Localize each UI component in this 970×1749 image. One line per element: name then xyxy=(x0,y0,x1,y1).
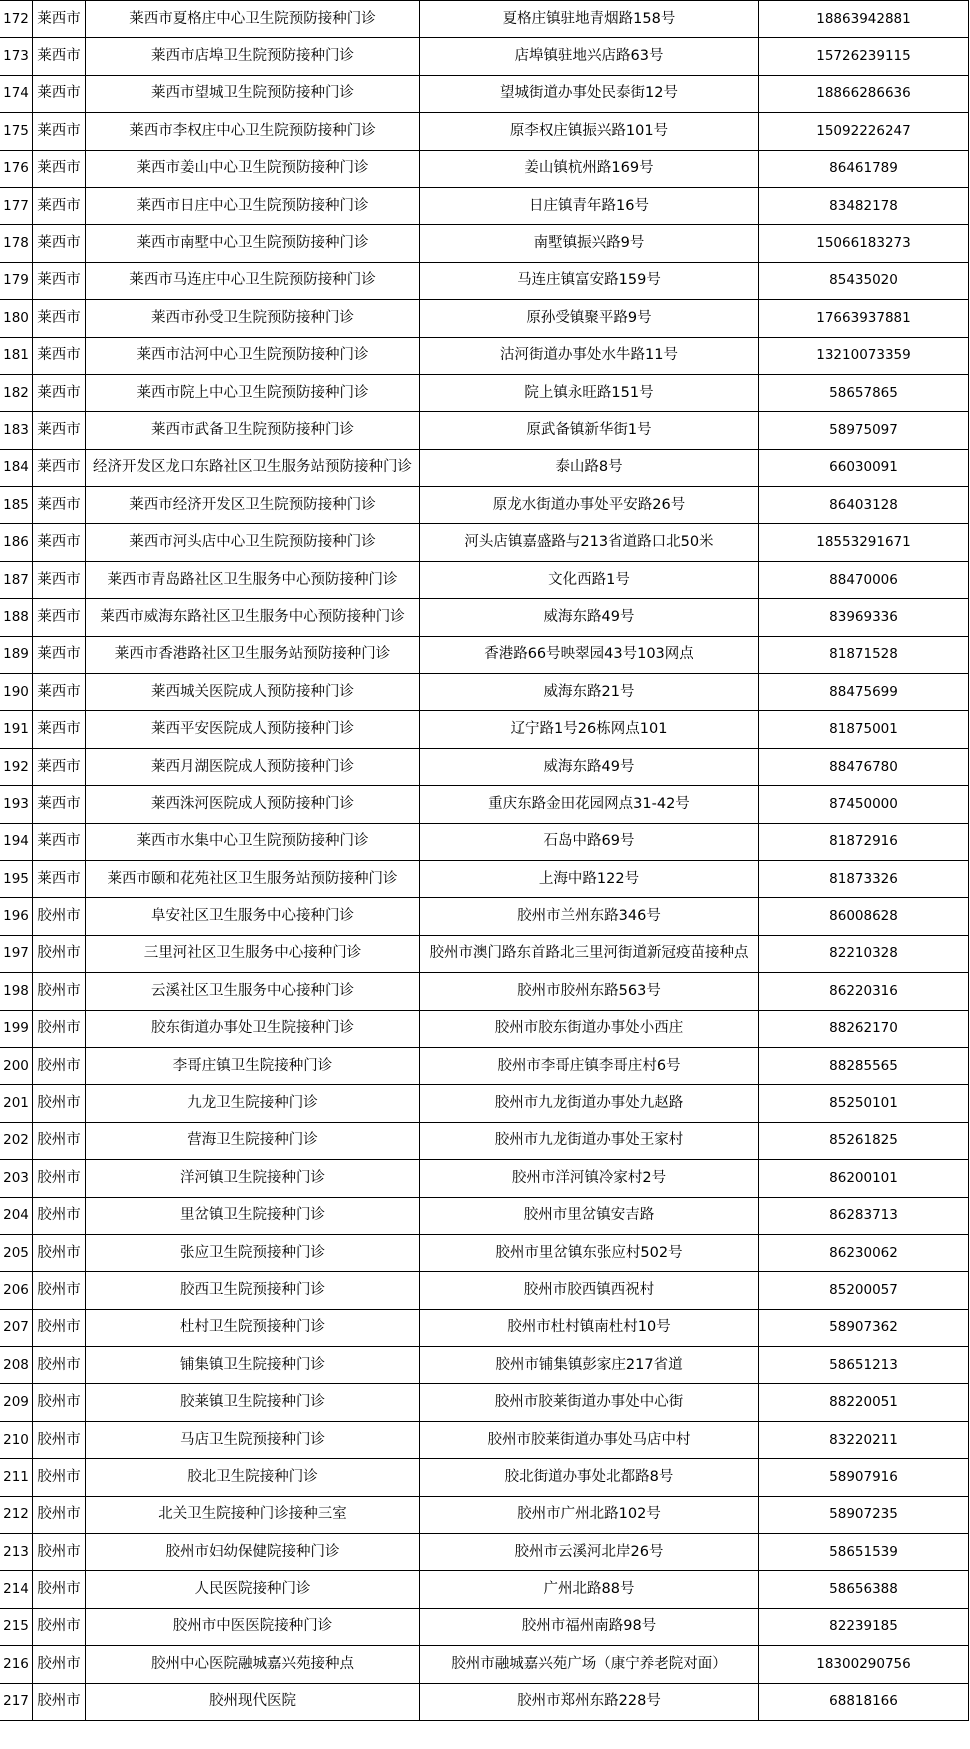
address-cell: 威海东路21号 xyxy=(420,674,759,711)
phone-cell: 85200057 xyxy=(759,1272,969,1309)
table-row xyxy=(0,524,969,561)
phone-cell: 17663937881 xyxy=(759,300,969,337)
city-cell: 莱西市 xyxy=(33,337,86,374)
clinic-name-cell: 人民医院接种门诊 xyxy=(86,1571,420,1608)
city-cell: 莱西市 xyxy=(33,262,86,299)
clinic-name-cell: 莱西市南墅中心卫生院预防接种门诊 xyxy=(86,225,420,262)
phone-cell: 15066183273 xyxy=(759,225,969,262)
address-cell: 广州北路88号 xyxy=(420,1571,759,1608)
city-cell: 莱西市 xyxy=(33,374,86,411)
city-cell: 胶州市 xyxy=(33,1010,86,1047)
row-number-cell: 173 xyxy=(0,38,33,75)
table-row xyxy=(0,150,969,187)
address-cell: 胶州市杜村镇南杜村10号 xyxy=(420,1309,759,1346)
address-cell: 胶州市胶西镇西祝村 xyxy=(420,1272,759,1309)
table-row xyxy=(0,187,969,224)
clinic-name-cell: 莱西市河头店中心卫生院预防接种门诊 xyxy=(86,524,420,561)
table-row xyxy=(0,113,969,150)
city-cell: 莱西市 xyxy=(33,487,86,524)
phone-cell: 58907235 xyxy=(759,1496,969,1533)
clinic-name-cell: 营海卫生院接种门诊 xyxy=(86,1122,420,1159)
clinic-name-cell: 胶北卫生院接种门诊 xyxy=(86,1459,420,1496)
address-cell: 胶州市九龙街道办事处王家村 xyxy=(420,1122,759,1159)
phone-cell: 81873326 xyxy=(759,860,969,897)
address-cell: 院上镇永旺路151号 xyxy=(420,374,759,411)
table-row xyxy=(0,1160,969,1197)
phone-cell: 15726239115 xyxy=(759,38,969,75)
table-row xyxy=(0,374,969,411)
address-cell: 原龙水街道办事处平安路26号 xyxy=(420,487,759,524)
city-cell: 胶州市 xyxy=(33,1496,86,1533)
row-number-cell: 181 xyxy=(0,337,33,374)
city-cell: 胶州市 xyxy=(33,1571,86,1608)
row-number-cell: 178 xyxy=(0,225,33,262)
row-number-cell: 211 xyxy=(0,1459,33,1496)
row-number-cell: 183 xyxy=(0,412,33,449)
city-cell: 莱西市 xyxy=(33,225,86,262)
row-number-cell: 188 xyxy=(0,599,33,636)
row-number-cell: 205 xyxy=(0,1234,33,1271)
table-row xyxy=(0,786,969,823)
phone-cell: 88220051 xyxy=(759,1384,969,1421)
clinic-name-cell: 莱西市沽河中心卫生院预防接种门诊 xyxy=(86,337,420,374)
table-row xyxy=(0,225,969,262)
row-number-cell: 212 xyxy=(0,1496,33,1533)
table-row xyxy=(0,75,969,112)
clinic-name-cell: 阜安社区卫生服务中心接种门诊 xyxy=(86,898,420,935)
clinic-name-cell: 莱西城关医院成人预防接种门诊 xyxy=(86,674,420,711)
table-row xyxy=(0,973,969,1010)
city-cell: 胶州市 xyxy=(33,1421,86,1458)
address-cell: 胶州市胶州东路563号 xyxy=(420,973,759,1010)
address-cell: 胶州市铺集镇彭家庄217省道 xyxy=(420,1347,759,1384)
clinic-name-cell: 莱西平安医院成人预防接种门诊 xyxy=(86,711,420,748)
row-number-cell: 172 xyxy=(0,1,33,38)
city-cell: 胶州市 xyxy=(33,1234,86,1271)
city-cell: 胶州市 xyxy=(33,1047,86,1084)
address-cell: 重庆东路金田花园网点31-42号 xyxy=(420,786,759,823)
row-number-cell: 185 xyxy=(0,487,33,524)
phone-cell: 86230062 xyxy=(759,1234,969,1271)
city-cell: 胶州市 xyxy=(33,1646,86,1683)
phone-cell: 66030091 xyxy=(759,449,969,486)
city-cell: 莱西市 xyxy=(33,187,86,224)
table-row xyxy=(0,823,969,860)
clinic-name-cell: 张应卫生院预接种门诊 xyxy=(86,1234,420,1271)
row-number-cell: 199 xyxy=(0,1010,33,1047)
city-cell: 莱西市 xyxy=(33,150,86,187)
table-row xyxy=(0,38,969,75)
phone-cell: 81872916 xyxy=(759,823,969,860)
clinic-name-cell: 莱西市望城卫生院预防接种门诊 xyxy=(86,75,420,112)
address-cell: 胶州市李哥庄镇李哥庄村6号 xyxy=(420,1047,759,1084)
clinic-name-cell: 莱西市店埠卫生院预防接种门诊 xyxy=(86,38,420,75)
clinic-name-cell: 北关卫生院接种门诊接种三室 xyxy=(86,1496,420,1533)
row-number-cell: 217 xyxy=(0,1683,33,1720)
address-cell: 胶州市兰州东路346号 xyxy=(420,898,759,935)
clinic-name-cell: 莱西市武备卫生院预防接种门诊 xyxy=(86,412,420,449)
phone-cell: 83969336 xyxy=(759,599,969,636)
address-cell: 店埠镇驻地兴店路63号 xyxy=(420,38,759,75)
phone-cell: 85250101 xyxy=(759,1085,969,1122)
city-cell: 莱西市 xyxy=(33,1,86,38)
clinic-name-cell: 经济开发区龙口东路社区卫生服务站预防接种门诊 xyxy=(86,449,420,486)
row-number-cell: 208 xyxy=(0,1347,33,1384)
address-cell: 上海中路122号 xyxy=(420,860,759,897)
city-cell: 胶州市 xyxy=(33,1459,86,1496)
clinic-name-cell: 李哥庄镇卫生院接种门诊 xyxy=(86,1047,420,1084)
phone-cell: 87450000 xyxy=(759,786,969,823)
phone-cell: 15092226247 xyxy=(759,113,969,150)
city-cell: 莱西市 xyxy=(33,75,86,112)
address-cell: 原孙受镇聚平路9号 xyxy=(420,300,759,337)
phone-cell: 81875001 xyxy=(759,711,969,748)
table-row xyxy=(0,1384,969,1421)
address-cell: 姜山镇杭州路169号 xyxy=(420,150,759,187)
clinic-name-cell: 莱西市院上中心卫生院预防接种门诊 xyxy=(86,374,420,411)
table-row xyxy=(0,1608,969,1645)
row-number-cell: 202 xyxy=(0,1122,33,1159)
phone-cell: 88285565 xyxy=(759,1047,969,1084)
clinic-name-cell: 莱西市孙受卫生院预防接种门诊 xyxy=(86,300,420,337)
row-number-cell: 203 xyxy=(0,1160,33,1197)
city-cell: 莱西市 xyxy=(33,412,86,449)
city-cell: 莱西市 xyxy=(33,823,86,860)
address-cell: 胶州市九龙街道办事处九赵路 xyxy=(420,1085,759,1122)
table-row xyxy=(0,1,969,38)
row-number-cell: 204 xyxy=(0,1197,33,1234)
table-row xyxy=(0,1683,969,1720)
address-cell: 南墅镇振兴路9号 xyxy=(420,225,759,262)
city-cell: 莱西市 xyxy=(33,748,86,785)
address-cell: 马连庄镇富安路159号 xyxy=(420,262,759,299)
phone-cell: 86283713 xyxy=(759,1197,969,1234)
table-row xyxy=(0,412,969,449)
city-cell: 胶州市 xyxy=(33,1534,86,1571)
row-number-cell: 180 xyxy=(0,300,33,337)
city-cell: 胶州市 xyxy=(33,935,86,972)
clinic-name-cell: 莱西洙河医院成人预防接种门诊 xyxy=(86,786,420,823)
table-row xyxy=(0,1459,969,1496)
row-number-cell: 189 xyxy=(0,636,33,673)
phone-cell: 82239185 xyxy=(759,1608,969,1645)
city-cell: 莱西市 xyxy=(33,449,86,486)
table-row xyxy=(0,1010,969,1047)
phone-cell: 58657865 xyxy=(759,374,969,411)
city-cell: 莱西市 xyxy=(33,38,86,75)
address-cell: 石岛中路69号 xyxy=(420,823,759,860)
row-number-cell: 209 xyxy=(0,1384,33,1421)
row-number-cell: 190 xyxy=(0,674,33,711)
table-row xyxy=(0,1122,969,1159)
phone-cell: 18866286636 xyxy=(759,75,969,112)
clinic-name-cell: 马店卫生院预接种门诊 xyxy=(86,1421,420,1458)
city-cell: 胶州市 xyxy=(33,1272,86,1309)
row-number-cell: 207 xyxy=(0,1309,33,1346)
city-cell: 胶州市 xyxy=(33,1122,86,1159)
table-row xyxy=(0,449,969,486)
clinic-name-cell: 洋河镇卫生院接种门诊 xyxy=(86,1160,420,1197)
address-cell: 胶州市广州北路102号 xyxy=(420,1496,759,1533)
phone-cell: 82210328 xyxy=(759,935,969,972)
table-row xyxy=(0,1309,969,1346)
table-row xyxy=(0,300,969,337)
clinic-name-cell: 莱西月湖医院成人预防接种门诊 xyxy=(86,748,420,785)
city-cell: 胶州市 xyxy=(33,1309,86,1346)
table-row xyxy=(0,636,969,673)
city-cell: 莱西市 xyxy=(33,524,86,561)
row-number-cell: 194 xyxy=(0,823,33,860)
city-cell: 莱西市 xyxy=(33,113,86,150)
address-cell: 原武备镇新华街1号 xyxy=(420,412,759,449)
clinic-name-cell: 莱西市夏格庄中心卫生院预防接种门诊 xyxy=(86,1,420,38)
clinic-name-cell: 莱西市水集中心卫生院预防接种门诊 xyxy=(86,823,420,860)
phone-cell: 18300290756 xyxy=(759,1646,969,1683)
address-cell: 胶州市洋河镇冷家村2号 xyxy=(420,1160,759,1197)
city-cell: 莱西市 xyxy=(33,599,86,636)
clinic-name-cell: 莱西市香港路社区卫生服务站预防接种门诊 xyxy=(86,636,420,673)
phone-cell: 13210073359 xyxy=(759,337,969,374)
address-cell: 胶州市里岔镇安吉路 xyxy=(420,1197,759,1234)
phone-cell: 18553291671 xyxy=(759,524,969,561)
address-cell: 原李权庄镇振兴路101号 xyxy=(420,113,759,150)
table-row xyxy=(0,1496,969,1533)
clinic-name-cell: 莱西市经济开发区卫生院预防接种门诊 xyxy=(86,487,420,524)
table-row xyxy=(0,1197,969,1234)
clinic-name-cell: 胶州市中医医院接种门诊 xyxy=(86,1608,420,1645)
address-cell: 胶州市胶莱街道办事处马店中村 xyxy=(420,1421,759,1458)
table-row xyxy=(0,337,969,374)
table-row xyxy=(0,674,969,711)
phone-cell: 85435020 xyxy=(759,262,969,299)
clinic-name-cell: 里岔镇卫生院接种门诊 xyxy=(86,1197,420,1234)
clinic-name-cell: 胶州现代医院 xyxy=(86,1683,420,1720)
phone-cell: 68818166 xyxy=(759,1683,969,1720)
row-number-cell: 176 xyxy=(0,150,33,187)
address-cell: 胶州市云溪河北岸26号 xyxy=(420,1534,759,1571)
city-cell: 莱西市 xyxy=(33,860,86,897)
city-cell: 胶州市 xyxy=(33,973,86,1010)
table-row xyxy=(0,898,969,935)
row-number-cell: 195 xyxy=(0,860,33,897)
table-row xyxy=(0,1047,969,1084)
clinic-name-cell: 杜村卫生院预接种门诊 xyxy=(86,1309,420,1346)
address-cell: 胶州市澳门路东首路北三里河街道新冠疫苗接种点 xyxy=(420,935,759,972)
address-cell: 胶州市胶莱街道办事处中心街 xyxy=(420,1384,759,1421)
address-cell: 胶州市胶东街道办事处小西庄 xyxy=(420,1010,759,1047)
row-number-cell: 174 xyxy=(0,75,33,112)
table-row xyxy=(0,599,969,636)
phone-cell: 86200101 xyxy=(759,1160,969,1197)
table-row xyxy=(0,860,969,897)
city-cell: 胶州市 xyxy=(33,1197,86,1234)
table-row xyxy=(0,748,969,785)
clinic-name-cell: 胶东街道办事处卫生院接种门诊 xyxy=(86,1010,420,1047)
clinic-name-cell: 胶莱镇卫生院接种门诊 xyxy=(86,1384,420,1421)
city-cell: 莱西市 xyxy=(33,674,86,711)
row-number-cell: 216 xyxy=(0,1646,33,1683)
phone-cell: 86461789 xyxy=(759,150,969,187)
row-number-cell: 196 xyxy=(0,898,33,935)
phone-cell: 18863942881 xyxy=(759,1,969,38)
city-cell: 莱西市 xyxy=(33,636,86,673)
row-number-cell: 186 xyxy=(0,524,33,561)
phone-cell: 86008628 xyxy=(759,898,969,935)
row-number-cell: 197 xyxy=(0,935,33,972)
city-cell: 胶州市 xyxy=(33,1683,86,1720)
address-cell: 日庄镇青年路16号 xyxy=(420,187,759,224)
clinic-name-cell: 三里河社区卫生服务中心接种门诊 xyxy=(86,935,420,972)
row-number-cell: 213 xyxy=(0,1534,33,1571)
address-cell: 威海东路49号 xyxy=(420,599,759,636)
clinic-name-cell: 莱西市马连庄中心卫生院预防接种门诊 xyxy=(86,262,420,299)
phone-cell: 88262170 xyxy=(759,1010,969,1047)
row-number-cell: 206 xyxy=(0,1272,33,1309)
table-row xyxy=(0,1272,969,1309)
address-cell: 威海东路49号 xyxy=(420,748,759,785)
clinic-name-cell: 莱西市姜山中心卫生院预防接种门诊 xyxy=(86,150,420,187)
phone-cell: 86220316 xyxy=(759,973,969,1010)
table-row xyxy=(0,1534,969,1571)
city-cell: 胶州市 xyxy=(33,1085,86,1122)
table-row xyxy=(0,935,969,972)
row-number-cell: 201 xyxy=(0,1085,33,1122)
clinic-name-cell: 九龙卫生院接种门诊 xyxy=(86,1085,420,1122)
address-cell: 胶州市里岔镇东张应村502号 xyxy=(420,1234,759,1271)
row-number-cell: 210 xyxy=(0,1421,33,1458)
address-cell: 香港路66号映翠园43号103网点 xyxy=(420,636,759,673)
address-cell: 胶州市融城嘉兴苑广场（康宁养老院对面） xyxy=(420,1646,759,1683)
phone-cell: 58656388 xyxy=(759,1571,969,1608)
row-number-cell: 191 xyxy=(0,711,33,748)
city-cell: 莱西市 xyxy=(33,711,86,748)
address-cell: 望城街道办事处民泰街12号 xyxy=(420,75,759,112)
table-row xyxy=(0,711,969,748)
phone-cell: 58907916 xyxy=(759,1459,969,1496)
phone-cell: 58975097 xyxy=(759,412,969,449)
address-cell: 辽宁路1号26栋网点101 xyxy=(420,711,759,748)
clinic-name-cell: 云溪社区卫生服务中心接种门诊 xyxy=(86,973,420,1010)
row-number-cell: 193 xyxy=(0,786,33,823)
table-row xyxy=(0,1421,969,1458)
row-number-cell: 215 xyxy=(0,1608,33,1645)
row-number-cell: 187 xyxy=(0,561,33,598)
address-cell: 河头店镇嘉盛路与213省道路口北50米 xyxy=(420,524,759,561)
address-cell: 文化西路1号 xyxy=(420,561,759,598)
phone-cell: 83482178 xyxy=(759,187,969,224)
city-cell: 莱西市 xyxy=(33,300,86,337)
clinic-name-cell: 莱西市日庄中心卫生院预防接种门诊 xyxy=(86,187,420,224)
phone-cell: 86403128 xyxy=(759,487,969,524)
clinic-name-cell: 铺集镇卫生院接种门诊 xyxy=(86,1347,420,1384)
address-cell: 泰山路8号 xyxy=(420,449,759,486)
address-cell: 胶州市福州南路98号 xyxy=(420,1608,759,1645)
phone-cell: 58651213 xyxy=(759,1347,969,1384)
phone-cell: 81871528 xyxy=(759,636,969,673)
phone-cell: 83220211 xyxy=(759,1421,969,1458)
row-number-cell: 175 xyxy=(0,113,33,150)
row-number-cell: 177 xyxy=(0,187,33,224)
phone-cell: 88475699 xyxy=(759,674,969,711)
phone-cell: 85261825 xyxy=(759,1122,969,1159)
address-cell: 夏格庄镇驻地青烟路158号 xyxy=(420,1,759,38)
row-number-cell: 214 xyxy=(0,1571,33,1608)
phone-cell: 88470006 xyxy=(759,561,969,598)
phone-cell: 58907362 xyxy=(759,1309,969,1346)
table-row xyxy=(0,1646,969,1683)
clinic-name-cell: 莱西市青岛路社区卫生服务中心预防接种门诊 xyxy=(86,561,420,598)
row-number-cell: 182 xyxy=(0,374,33,411)
row-number-cell: 200 xyxy=(0,1047,33,1084)
clinic-name-cell: 胶州中心医院融城嘉兴苑接种点 xyxy=(86,1646,420,1683)
table-row xyxy=(0,561,969,598)
city-cell: 胶州市 xyxy=(33,898,86,935)
city-cell: 胶州市 xyxy=(33,1347,86,1384)
table-row xyxy=(0,1085,969,1122)
row-number-cell: 179 xyxy=(0,262,33,299)
address-cell: 胶北街道办事处北都路8号 xyxy=(420,1459,759,1496)
table-row xyxy=(0,487,969,524)
address-cell: 沽河街道办事处水牛路11号 xyxy=(420,337,759,374)
table-row xyxy=(0,1234,969,1271)
clinic-name-cell: 胶西卫生院预接种门诊 xyxy=(86,1272,420,1309)
clinic-name-cell: 莱西市李权庄中心卫生院预防接种门诊 xyxy=(86,113,420,150)
row-number-cell: 184 xyxy=(0,449,33,486)
city-cell: 胶州市 xyxy=(33,1160,86,1197)
table-row xyxy=(0,1347,969,1384)
phone-cell: 58651539 xyxy=(759,1534,969,1571)
table-body xyxy=(0,1,969,1721)
address-cell: 胶州市郑州东路228号 xyxy=(420,1683,759,1720)
clinic-name-cell: 胶州市妇幼保健院接种门诊 xyxy=(86,1534,420,1571)
table-row xyxy=(0,262,969,299)
city-cell: 莱西市 xyxy=(33,561,86,598)
row-number-cell: 198 xyxy=(0,973,33,1010)
city-cell: 胶州市 xyxy=(33,1384,86,1421)
table-row xyxy=(0,1571,969,1608)
city-cell: 莱西市 xyxy=(33,786,86,823)
row-number-cell: 192 xyxy=(0,748,33,785)
phone-cell: 88476780 xyxy=(759,748,969,785)
clinic-name-cell: 莱西市威海东路社区卫生服务中心预防接种门诊 xyxy=(86,599,420,636)
city-cell: 胶州市 xyxy=(33,1608,86,1645)
clinic-name-cell: 莱西市颐和花苑社区卫生服务站预防接种门诊 xyxy=(86,860,420,897)
